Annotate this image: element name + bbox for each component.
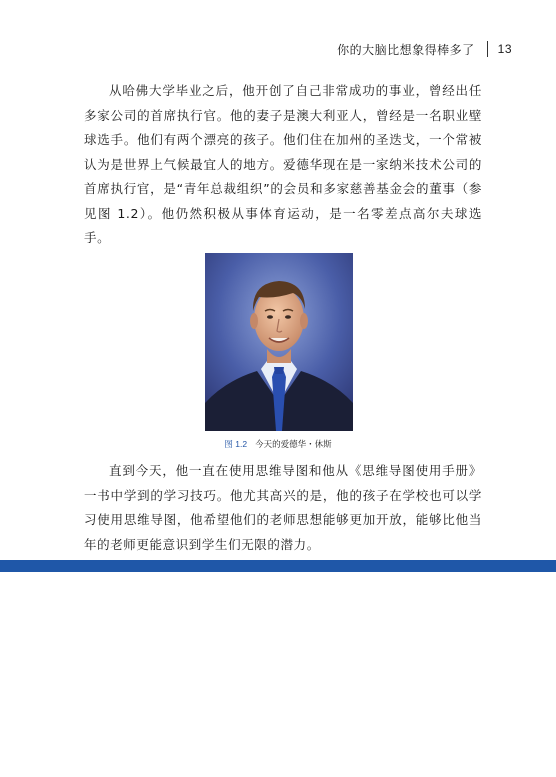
figure-label: 图 1.2 <box>224 439 248 449</box>
figure-caption-text: 今天的爱德华・休斯 <box>255 440 332 450</box>
figure-caption <box>0 438 556 450</box>
body-paragraph-1: 从哈佛大学毕业之后，他开创了自己非常成功的事业，曾经出任多家公司的首席执行官。他的妻子是澳大利亚人，曾经是一名职业壁球选手。他们有两个漂亮的孩子。他们住在加州的圣迭戈，一个常被认为是世界上气候最宜人的地方。爱德华现在是一家纳米技术公司的首席执行官，是“青年总裁组织”的会员和多家慈善基金会的董事（参见图 1.2）。他仍然积极从事体育运动，是一名零差点高尔夫球选手。 <box>84 83 482 245</box>
header-divider <box>487 41 488 57</box>
page-number: 13 <box>497 42 512 56</box>
portrait-photo <box>205 253 353 431</box>
body-paragraph-2: 直到今天，他一直在使用思维导图和他从《思维导图使用手册》一书中学到的学习技巧。他尤其高兴的是，他的孩子在学校也可以学习使用思维导图，他希望他们的老师思想能够更加开放，能够比他当年的老师更能意识到学生们无限的潜力。 <box>84 463 482 552</box>
running-header <box>337 40 512 58</box>
footer-color-band <box>0 560 556 572</box>
chapter-title: 你的大脑比想象得棒多了 <box>337 42 475 57</box>
